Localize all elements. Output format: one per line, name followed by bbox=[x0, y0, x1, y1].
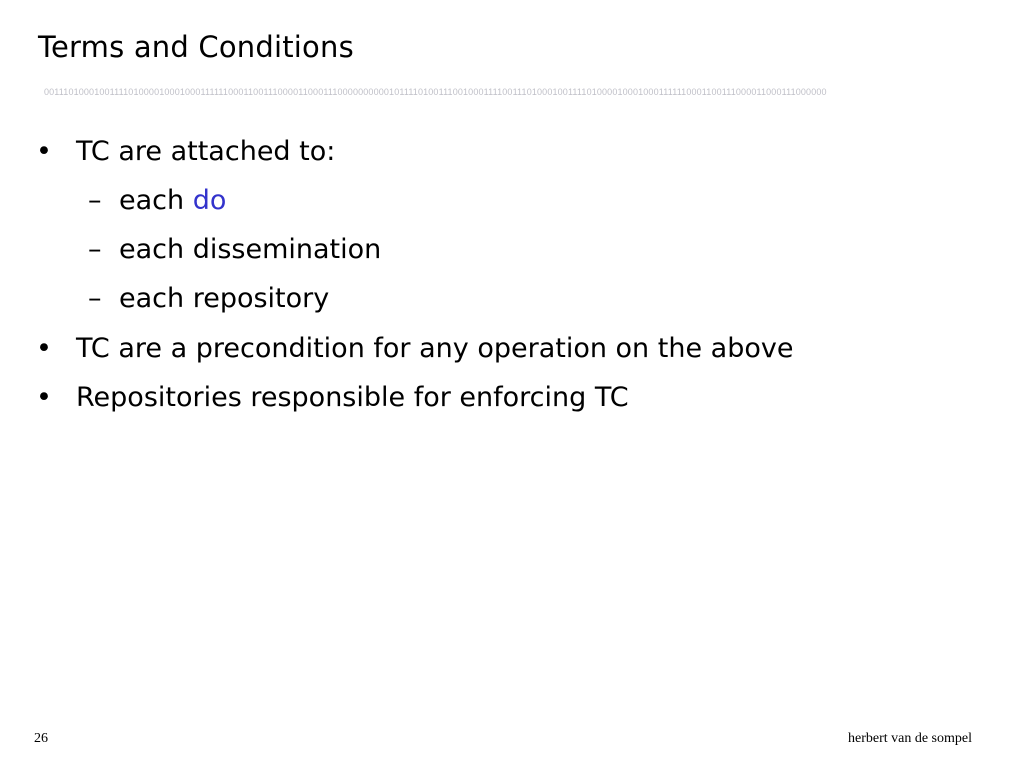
author-credit: herbert van de sompel bbox=[847, 731, 972, 746]
page-number: 26 bbox=[34, 731, 48, 746]
bullet-marker: • bbox=[36, 333, 52, 364]
slide-title: Terms and Conditions bbox=[38, 30, 354, 64]
sub-bullet-text: each repository bbox=[119, 283, 330, 314]
sub-bullet-text bbox=[119, 181, 226, 221]
bullet-text: TC are attached to: bbox=[76, 136, 336, 167]
bullet-marker: • bbox=[36, 382, 52, 413]
highlight-term: do bbox=[192, 185, 227, 216]
sub-bullet-text: each dissemination bbox=[119, 234, 382, 265]
binary-decoration-strip: 0011101000100111101000010001000111111000110011100001100011100000000001011110100111001000111100111010001001111010000100010001111110001100111000011000111000000 bbox=[44, 87, 827, 97]
bullet-marker: • bbox=[36, 136, 52, 167]
sub-bullet-marker: – bbox=[88, 234, 102, 265]
bullet-text: TC are a precondition for any operation on the above bbox=[76, 333, 794, 364]
sub-bullet-text-plain: each bbox=[119, 185, 193, 216]
bullet-text: Repositories responsible for enforcing TC bbox=[76, 382, 629, 413]
sub-bullet-marker: – bbox=[88, 185, 102, 216]
sub-bullet-marker: – bbox=[88, 283, 102, 314]
